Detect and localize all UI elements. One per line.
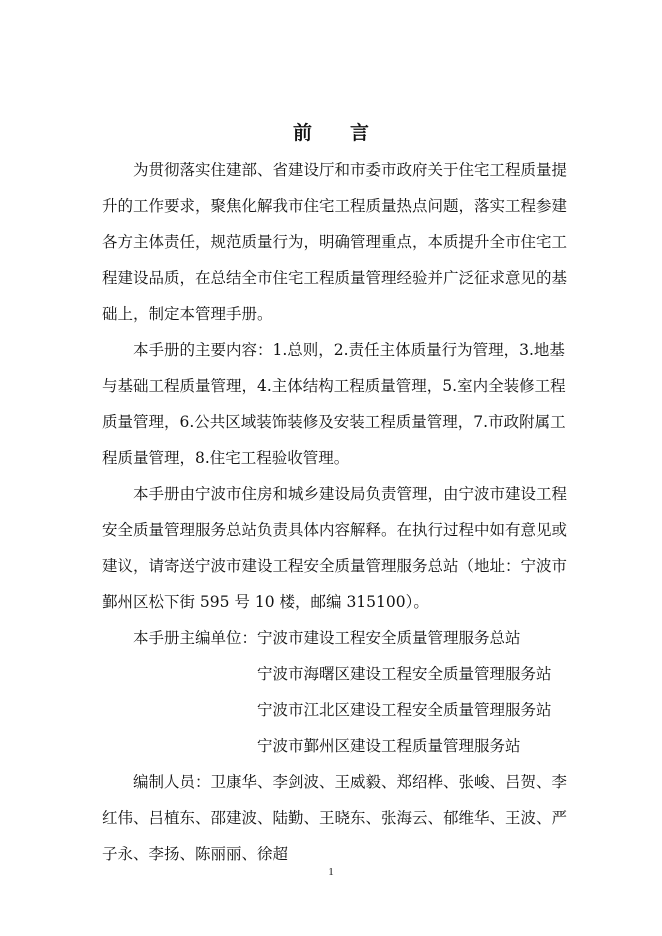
paragraph-contents [102,332,564,476]
text-line: 为贯彻落实住建部、省建设厅和市委市政府关于住宅工程质量提 [133,161,568,179]
text-line: 各方主体责任，规范质量行为，明确管理重点，本质提升全市住宅工 [102,233,568,251]
text-line: 子永、李扬、陈丽丽、徐超 [102,845,289,863]
text-line: 鄞州区松下街 595 号 10 楼，邮编 315100）。 [102,593,429,611]
text-line: 程质量管理，8.住宅工程验收管理。 [102,449,350,467]
text-line: 本手册的主要内容：1.总则，2.责任主体质量行为管理，3.地基 [133,341,565,359]
text-line: 与基础工程质量管理，4.主体结构工程质量管理，5.室内全装修工程 [102,377,566,395]
document-body [102,152,568,872]
editor-unit: 宁波市鄞州区建设工程质量管理服务站 [257,737,521,755]
text-line: 本手册由宁波市住房和城乡建设局负责管理，由宁波市建设工程 [133,485,568,503]
staff-block [102,764,568,872]
editor-units-label: 本手册主编单位： [133,629,258,647]
editor-unit: 宁波市海曙区建设工程安全质量管理服务站 [257,665,552,683]
editor-units-line [102,620,564,656]
title-char-1: 前 [292,122,312,144]
text-line: 安全质量管理服务总站负责具体内容解释。在执行过程中如有意见或 [102,521,568,539]
text-line: 编制人员：卫康华、李剑波、王威毅、郑绍桦、张峻、吕贺、李 [133,773,568,791]
paragraph-intro [102,152,568,332]
text-line: 程建设品质，在总结全市住宅工程质量管理经验并广泛征求意见的基 [102,269,568,287]
text-line: 础上，制定本管理手册。 [102,305,273,323]
page-number: 1 [328,866,334,878]
title-char-2: 言 [350,122,370,144]
text-line: 建议，请寄送宁波市建设工程安全质量管理服务总站（地址：宁波市 [102,557,568,575]
paragraph-management [102,476,568,620]
text-line: 升的工作要求，聚焦化解我市住宅工程质量热点问题，落实工程参建 [102,197,568,215]
text-line: 质量管理，6.公共区域装饰装修及安装工程质量管理，7.市政附属工 [102,413,566,431]
editor-unit: 宁波市江北区建设工程安全质量管理服务站 [257,701,552,719]
text-line: 红伟、吕植东、邵建波、陆勤、王晓东、张海云、郁维华、王波、严 [102,809,568,827]
editor-unit: 宁波市建设工程安全质量管理服务总站 [257,629,521,647]
page-title [0,118,662,145]
editor-units-block [102,620,564,764]
